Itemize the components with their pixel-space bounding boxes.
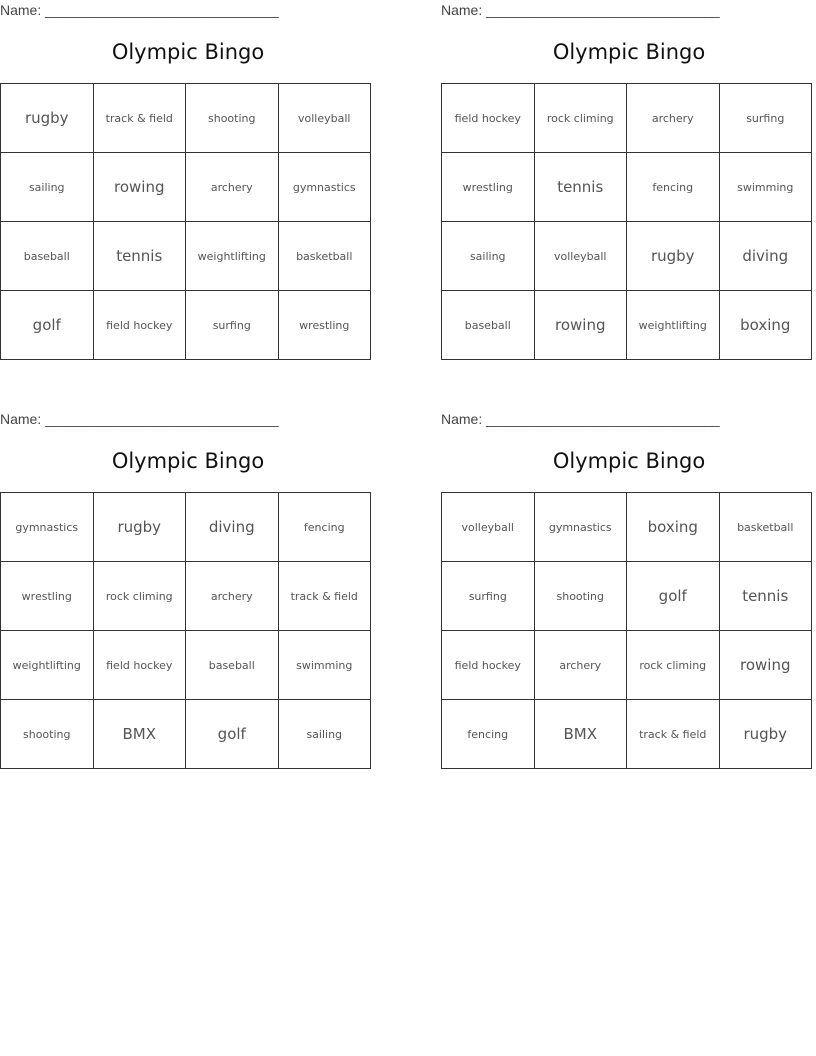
bingo-cell: baseball — [1, 222, 94, 291]
bingo-cell: rowing — [534, 291, 627, 360]
bingo-cell: archery — [534, 631, 627, 700]
bingo-row — [1, 631, 371, 700]
bingo-cell: track & field — [627, 700, 720, 769]
bingo-cell: wrestling — [442, 153, 535, 222]
bingo-cell: sailing — [442, 222, 535, 291]
bingo-cell: volleyball — [442, 493, 535, 562]
bingo-grid — [0, 492, 371, 769]
bingo-cell: gymnastics — [278, 153, 371, 222]
bingo-row — [1, 84, 371, 153]
card-title: Olympic Bingo — [552, 40, 706, 64]
bingo-row — [1, 700, 371, 769]
name-field-line[interactable]: Name: ______________________________ — [0, 2, 279, 18]
bingo-cell: fencing — [627, 153, 720, 222]
name-field-line[interactable]: Name: ______________________________ — [441, 411, 720, 427]
bingo-cell: surfing — [186, 291, 279, 360]
bingo-cell: golf — [186, 700, 279, 769]
bingo-cell: tennis — [534, 153, 627, 222]
bingo-cell: tennis — [93, 222, 186, 291]
bingo-cell: shooting — [186, 84, 279, 153]
bingo-row — [442, 153, 812, 222]
bingo-cell: weightlifting — [627, 291, 720, 360]
bingo-cell: shooting — [534, 562, 627, 631]
bingo-cell: rowing — [719, 631, 812, 700]
bingo-cell: archery — [186, 562, 279, 631]
bingo-cell: field hockey — [93, 291, 186, 360]
name-field-line[interactable]: Name: ______________________________ — [0, 411, 279, 427]
bingo-row — [442, 700, 812, 769]
bingo-cell: rugby — [93, 493, 186, 562]
bingo-cell: rock climing — [627, 631, 720, 700]
bingo-cell: wrestling — [1, 562, 94, 631]
bingo-row — [442, 493, 812, 562]
bingo-cell: weightlifting — [1, 631, 94, 700]
card-title: Olympic Bingo — [111, 40, 265, 64]
bingo-row — [442, 291, 812, 360]
bingo-cell: boxing — [719, 291, 812, 360]
bingo-cell: track & field — [93, 84, 186, 153]
bingo-cell: golf — [1, 291, 94, 360]
bingo-row — [442, 631, 812, 700]
bingo-cell: fencing — [442, 700, 535, 769]
bingo-cell: gymnastics — [534, 493, 627, 562]
bingo-cell: archery — [186, 153, 279, 222]
bingo-cell: tennis — [719, 562, 812, 631]
bingo-cell: wrestling — [278, 291, 371, 360]
bingo-cell: basketball — [719, 493, 812, 562]
bingo-cell: sailing — [278, 700, 371, 769]
bingo-cell: fencing — [278, 493, 371, 562]
bingo-row — [442, 84, 812, 153]
bingo-cell: weightlifting — [186, 222, 279, 291]
name-field-line[interactable]: Name: ______________________________ — [441, 2, 720, 18]
bingo-grid — [441, 83, 812, 360]
bingo-cell: diving — [186, 493, 279, 562]
bingo-row — [1, 291, 371, 360]
bingo-cell: surfing — [442, 562, 535, 631]
bingo-cell: baseball — [186, 631, 279, 700]
bingo-cell: field hockey — [442, 631, 535, 700]
bingo-cell: track & field — [278, 562, 371, 631]
bingo-row — [1, 222, 371, 291]
bingo-grid — [0, 83, 371, 360]
bingo-cell: shooting — [1, 700, 94, 769]
card-title: Olympic Bingo — [552, 449, 706, 473]
bingo-cell: rugby — [1, 84, 94, 153]
bingo-cell: sailing — [1, 153, 94, 222]
bingo-grid — [441, 492, 812, 769]
bingo-row — [1, 493, 371, 562]
bingo-cell: baseball — [442, 291, 535, 360]
bingo-cell: golf — [627, 562, 720, 631]
bingo-cell: BMX — [93, 700, 186, 769]
bingo-cell: basketball — [278, 222, 371, 291]
bingo-cell: boxing — [627, 493, 720, 562]
bingo-cell: volleyball — [278, 84, 371, 153]
bingo-cell: rowing — [93, 153, 186, 222]
card-title: Olympic Bingo — [111, 449, 265, 473]
bingo-row — [1, 562, 371, 631]
bingo-cell: BMX — [534, 700, 627, 769]
bingo-cell: rugby — [719, 700, 812, 769]
bingo-cell: rugby — [627, 222, 720, 291]
bingo-cell: rock climing — [93, 562, 186, 631]
bingo-row — [442, 562, 812, 631]
bingo-cell: rock climing — [534, 84, 627, 153]
bingo-cell: swimming — [278, 631, 371, 700]
bingo-cell: surfing — [719, 84, 812, 153]
bingo-cell: archery — [627, 84, 720, 153]
bingo-cell: swimming — [719, 153, 812, 222]
bingo-row — [1, 153, 371, 222]
bingo-cell: field hockey — [93, 631, 186, 700]
bingo-row — [442, 222, 812, 291]
bingo-cell: gymnastics — [1, 493, 94, 562]
bingo-cell: volleyball — [534, 222, 627, 291]
bingo-cell: diving — [719, 222, 812, 291]
bingo-cell: field hockey — [442, 84, 535, 153]
